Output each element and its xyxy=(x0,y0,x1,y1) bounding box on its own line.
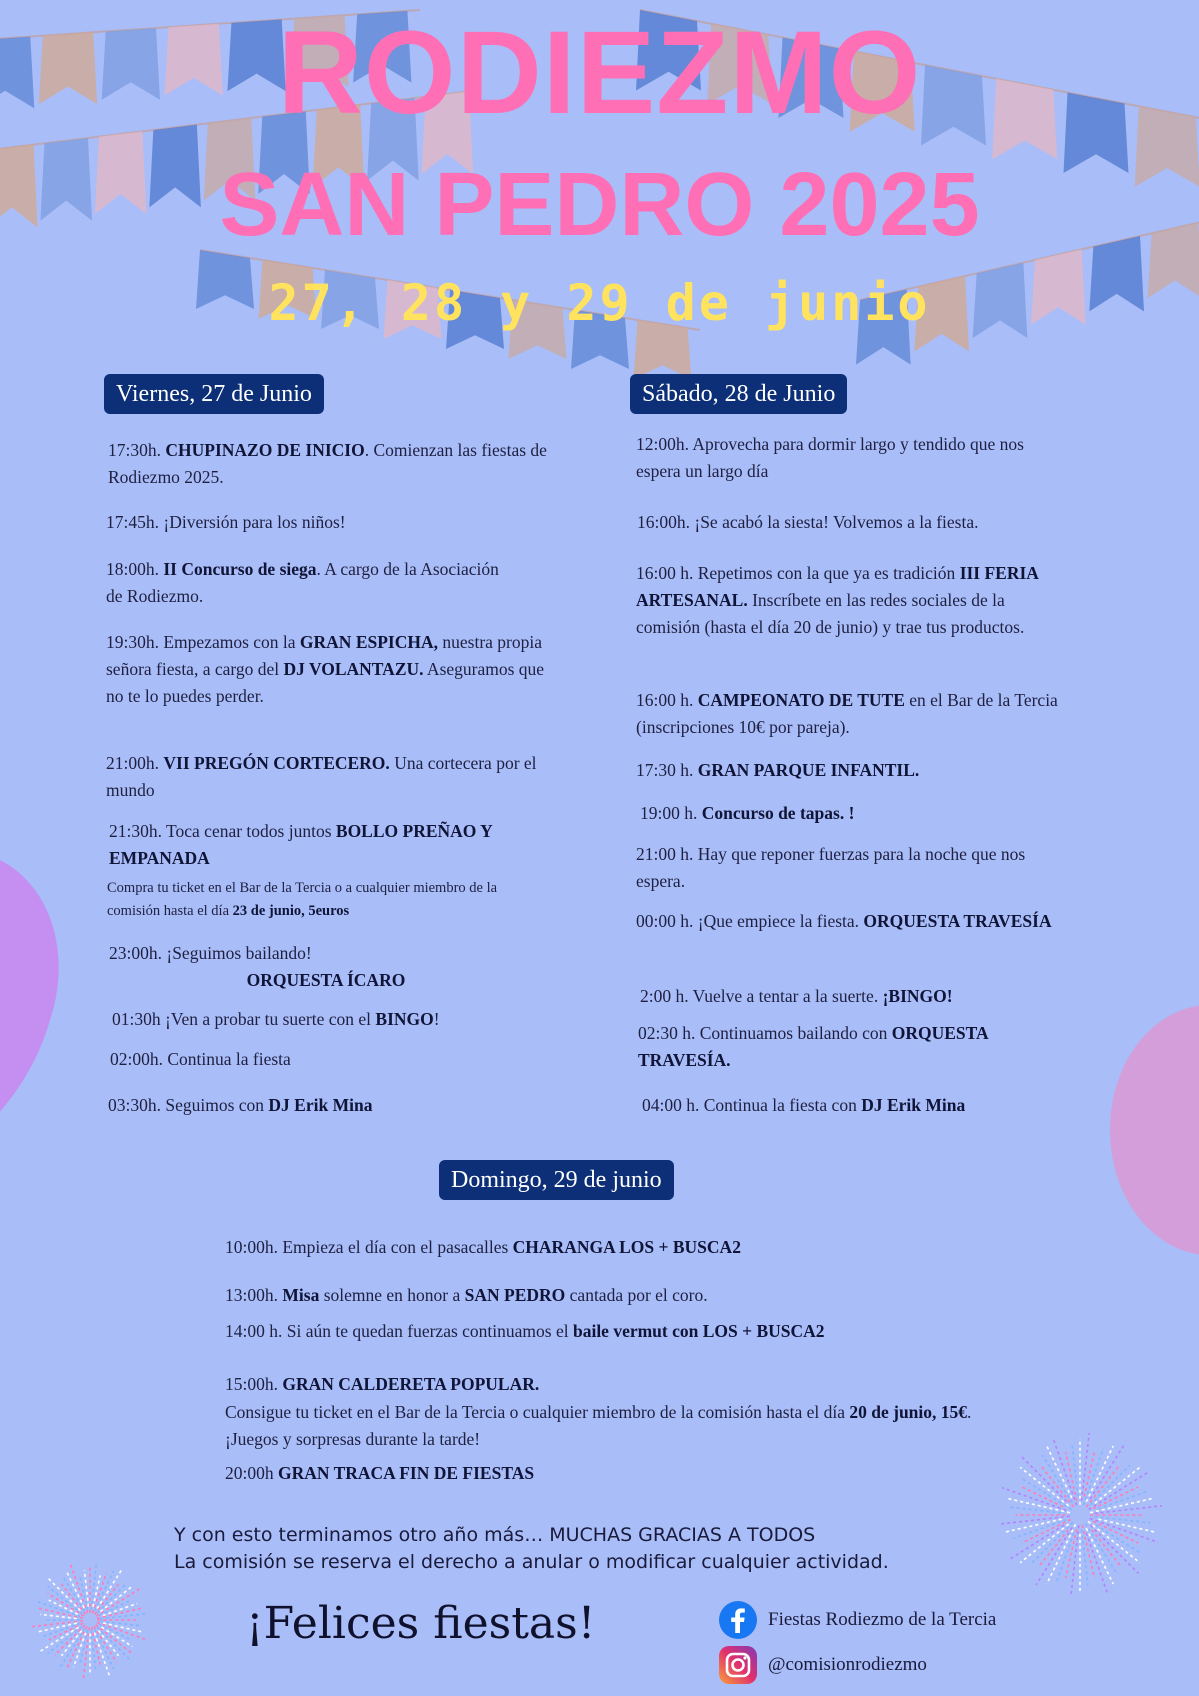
event-item: 21:00h. VII PREGÓN CORTECERO. Una cortecera por el mundo xyxy=(106,753,537,800)
day-label-saturday: Sábado, 28 de Junio xyxy=(630,374,847,414)
firework-ray xyxy=(91,1630,95,1669)
event-item: 19:30h. Empezamos con la GRAN ESPICHA, nuestra propia señora fiesta, a cargo del DJ VOLANTAZU. Aseguramos que no te lo puedes perder. xyxy=(106,632,545,706)
firework-ray xyxy=(100,1613,148,1618)
firework-ray xyxy=(1093,1487,1138,1509)
instagram-handle: @comisionrodiezmo xyxy=(768,1654,927,1675)
page-subtitle: SAN PEDRO 2025 xyxy=(219,155,980,255)
firework-ray xyxy=(1086,1524,1118,1575)
event-item: 20:00h GRAN TRACA FIN DE FIESTAS xyxy=(225,1463,535,1483)
event-item: 21:00 h. Hay que reponer fuerzas para la noche que nos espera. xyxy=(636,844,1026,891)
event-item: 01:30h ¡Ven a probar tu suerte con el BINGO! xyxy=(112,1009,440,1029)
event-item: 16:00 h. Repetimos con la que ya es tradición III FERIA ARTESANAL. Inscríbete en las redes sociales de la comisión (hasta el día 20 de junio) y trae tus productos. xyxy=(636,563,1038,637)
page-title: RODIEZMO xyxy=(277,7,922,139)
event-item: 03:30h. Seguimos con DJ Erik Mina xyxy=(108,1095,373,1115)
event-item: 18:00h. II Concurso de siega. A cargo de la Asociación de Rodiezmo. xyxy=(106,559,499,606)
pink-balloon-right xyxy=(1100,1000,1199,1260)
instagram-link[interactable] xyxy=(718,1645,927,1685)
day-label-friday: Viernes, 27 de Junio xyxy=(104,374,324,414)
firework-ray xyxy=(1005,1519,1061,1532)
firework-ray xyxy=(49,1579,81,1611)
event-item: 16:00 h. CAMPEONATO DE TUTE en el Bar de la Tercia (inscripciones 10€ por pareja). xyxy=(636,690,1058,737)
event-item: 23:00h. ¡Seguimos bailando! xyxy=(109,943,312,963)
event-item: ¡Juegos y sorpresas durante la tarde! xyxy=(225,1429,481,1449)
greeting: ¡Felices fiestas! xyxy=(246,1598,596,1649)
event-item: 13:00h. Misa solemne en honor a SAN PEDRO cantada por el coro. xyxy=(225,1285,708,1305)
firework-ray xyxy=(1022,1457,1067,1502)
firework-ray xyxy=(94,1633,109,1676)
firework-ray xyxy=(1092,1530,1120,1566)
firework-ray xyxy=(91,1562,96,1610)
firework-ray xyxy=(1010,1507,1061,1513)
firework-ray xyxy=(1086,1465,1120,1507)
instagram-icon xyxy=(718,1645,758,1685)
event-item: 2:00 h. Vuelve a tentar a la suerte. ¡BINGO! xyxy=(640,986,953,1006)
event-item: ORQUESTA ÍCARO xyxy=(246,970,406,990)
firework-ray xyxy=(1020,1478,1071,1510)
event-item: 19:00 h. Concurso de tapas. ! xyxy=(640,803,855,823)
firework-ray xyxy=(1089,1471,1150,1509)
firework-right xyxy=(990,1425,1170,1605)
firework-left xyxy=(25,1555,155,1685)
firework-ray xyxy=(1090,1465,1130,1505)
event-item: 14:00 h. Si aún te quedan fuerzas continuamos el baile vermut con LOS + BUSCA2 xyxy=(225,1321,825,1341)
event-item: 02:30 h. Continuamos bailando con ORQUESTA TRAVESÍA. xyxy=(638,1023,988,1070)
firework-ray xyxy=(1086,1533,1107,1593)
closing-line-disclaimer: La comisión se reserva el derecho a anular o modificar cualquier actividad. xyxy=(174,1551,889,1573)
event-item: 17:45h. ¡Diversión para los niños! xyxy=(106,512,346,532)
firework-ray xyxy=(1086,1528,1113,1584)
facebook-name: Fiestas Rodiezmo de la Tercia xyxy=(768,1609,997,1630)
firework-ray xyxy=(1066,1529,1077,1578)
firework-ray xyxy=(1098,1519,1154,1532)
firework-ray xyxy=(1040,1465,1074,1507)
event-item: 17:30h. CHUPINAZO DE INICIO. Comienzan las fiestas de Rodiezmo 2025. xyxy=(108,440,547,487)
event-note: Compra tu ticket en el Bar de la Tercia o a cualquier miembro de la comisión hasta el día 23 de junio, 5euros xyxy=(107,880,498,919)
event-item: Consigue tu ticket en el Bar de la Tercia o cualquier miembro de la comisión hasta el día 20 de junio, 15€. xyxy=(225,1402,972,1422)
event-item: 12:00h. Aprovecha para dormir largo y tendido que nos espera un largo día xyxy=(636,434,1024,481)
event-item: 02:00h. Continua la fiesta xyxy=(110,1049,291,1069)
facebook-link[interactable] xyxy=(718,1600,996,1640)
firework-ray xyxy=(1072,1445,1078,1496)
firework-ray xyxy=(1090,1445,1124,1499)
closing-text xyxy=(174,1522,889,1576)
firework-ray xyxy=(49,1623,84,1640)
day-label-sunday: Domingo, 29 de junio xyxy=(439,1160,674,1200)
event-item: 21:30h. Toca cenar todos juntos BOLLO PREÑAO Y EMPANADA xyxy=(109,821,493,868)
firework-ray xyxy=(103,1623,143,1632)
firework-ray xyxy=(1095,1517,1151,1523)
event-item: 17:30 h. GRAN PARQUE INFANTIL. xyxy=(636,760,920,780)
event-item: 00:00 h. ¡Que empiece la fiesta. ORQUESTA TRAVESÍA xyxy=(636,911,1052,931)
firework-ray xyxy=(1043,1455,1073,1502)
event-item: 15:00h. GRAN CALDERETA POPULAR. xyxy=(225,1374,540,1394)
purple-balloon-left xyxy=(0,840,90,1170)
firework-ray xyxy=(95,1571,114,1611)
firework-ray xyxy=(95,1629,114,1669)
firework-ray xyxy=(1030,1522,1073,1565)
event-item: 16:00h. ¡Se acabó la siesta! Volvemos a la fiesta. xyxy=(637,512,979,532)
event-item: 10:00h. Empieza el día con el pasacalles CHARANGA LOS + BUSCA2 xyxy=(225,1237,741,1257)
event-item: 04:00 h. Continua la fiesta con DJ Erik Mina xyxy=(642,1095,966,1115)
firework-ray xyxy=(94,1626,117,1662)
firework-ray xyxy=(100,1621,139,1625)
closing-line-thanks: Y con esto terminamos otro año más… MUCHAS GRACIAS A TODOS xyxy=(174,1524,816,1546)
firework-ray xyxy=(1086,1446,1113,1502)
facebook-icon xyxy=(718,1600,758,1640)
festival-dates: 27, 28 y 29 de junio xyxy=(268,274,931,332)
firework-ray xyxy=(71,1565,88,1613)
firework-ray xyxy=(1096,1525,1140,1552)
